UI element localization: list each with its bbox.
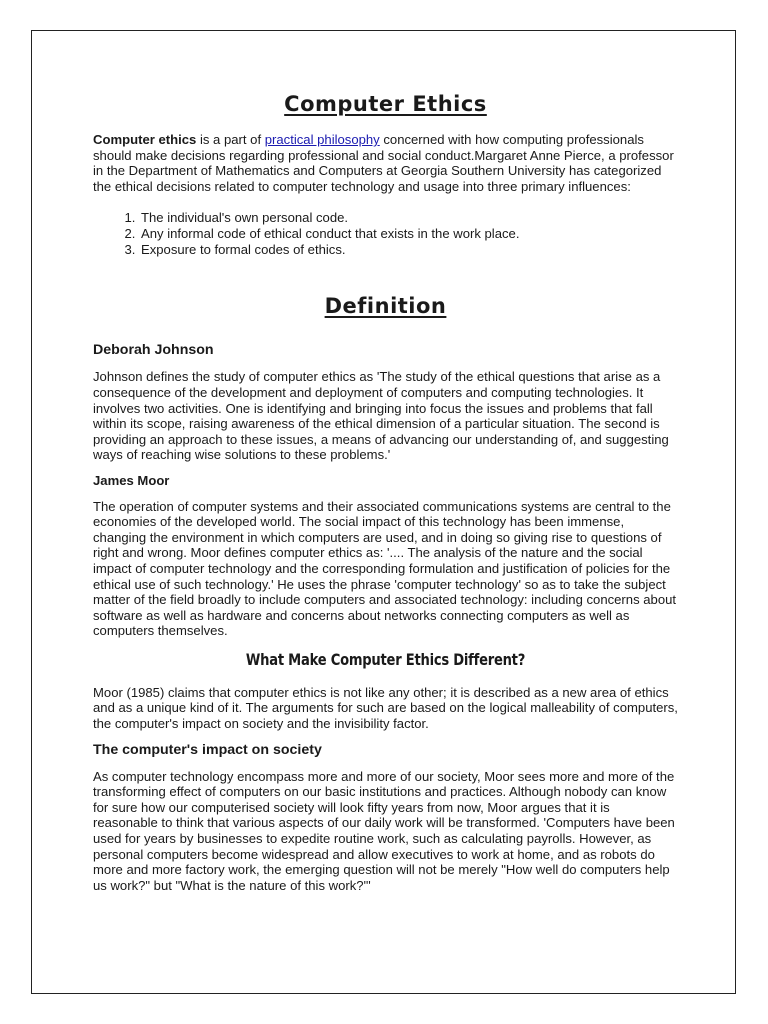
impact-paragraph: As computer technology encompass more and more of our society, Moor sees more and more of the transforming effect of computers on our basic institutions and practices. Although nobody can know for sure how our computerised society will look fifty years from now, Moor argues that it is reasonable to think that various aspects of our daily work will be transformed. 'Computers have been used for years by businesses to expedite routine work, such as calculating payrolls. However, as personal computers become widespread and allow executives to work at home, and as robots do more and more factory work, the emerging question will not be merely "How well do computers help us work?" but "What is the nature of this work?"' (93, 768, 675, 893)
list-item: 2. Any informal code of ethical conduct that exists in the work place. (139, 226, 678, 242)
list-item: 1. The individual's own personal code. (139, 210, 678, 226)
impact-heading: The computer's impact on society (93, 741, 322, 758)
practical-philosophy-link[interactable]: practical philosophy (264, 132, 380, 147)
list-item: 3. Exposure to formal codes of ethics. (139, 242, 678, 258)
document-content (93, 90, 678, 903)
intro-text-before-link: is a part of (196, 132, 265, 147)
different-heading: What Make Computer Ethics Different? (245, 649, 526, 669)
page-title: Computer Ethics (284, 92, 487, 116)
intro-paragraph (93, 132, 678, 194)
moor-paragraph: The operation of computer systems and their associated communications systems are central to the economies of the developed world. The social impact of this technology has been immense, changing the environment in which computers are used, and in doing so giving rise to questions of right and wrong. Moor defines computer ethics as: '.... The analysis of the nature and the social impact of computer technology and the corresponding formulation and justification of policies for the ethical use of such technology.' He uses the phrase 'computer technology' so as to take the subject matter of the field broadly to include computers and associated technology: including concerns about software as well as hardware and concerns about networks connecting computers as well as computers themselves. (93, 498, 677, 639)
intro-term: Computer ethics (93, 132, 197, 147)
johnson-paragraph: Johnson defines the study of computer ethics as 'The study of the ethical questions that arise as a consequence of the development and deployment of computers and computing technologies. It involves two activities. One is identifying and bringing into focus the issues and problems that fall within its scope, raising awareness of the ethical dimension of a particular situation. The second is providing an approach to these issues, a means of advancing our understanding of, and suggesting ways of reaching wise solutions to these problems.' (93, 369, 669, 463)
influences-list (93, 210, 678, 258)
johnson-heading: Deborah Johnson (93, 342, 214, 359)
different-paragraph: Moor (1985) claims that computer ethics is not like any other; it is described as a new area of ethics and as a unique kind of it. The arguments for such are based on the logical malleability of computers, the computer's impact on society and the invisibility factor. (93, 684, 678, 732)
intro-text-after-link: concerned with how computing professionals should make decisions regarding professional and social conduct.Margaret Anne Pierce, a professor in the Department of Mathematics and Computers at Georgia Southern University has categorized the ethical decisions related to computer technology and usage into three primary influences: (93, 132, 674, 194)
moor-heading: James Moor (93, 472, 170, 488)
definition-heading: Definition (324, 294, 447, 319)
